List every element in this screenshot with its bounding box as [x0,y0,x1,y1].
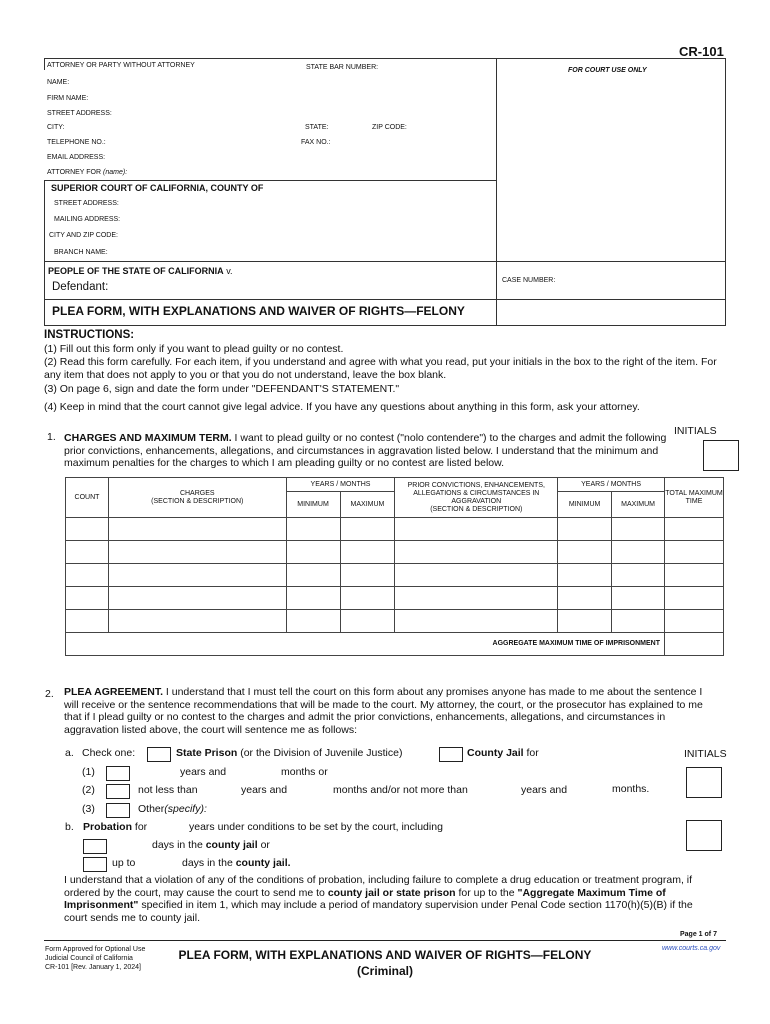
instruction-4: (4) Keep in mind that the court cannot give legal advice. If you have any questions about anything in this form, ask your attorney. [44,401,640,413]
defendant-label: Defendant: [52,281,109,293]
aggregate-value[interactable] [665,633,724,656]
table-row [66,610,724,633]
option-2-years-2: years and [521,784,568,796]
item2b-initials-box[interactable] [686,820,722,851]
instructions-heading: INSTRUCTIONS: [44,329,135,341]
item1-text: CHARGES AND MAXIMUM TERM. I want to plead guilty or no contest ("nolo contendere") to the charges and admit the following prior convictions, enhancements, allegations, and circumstances in aggravation listed below. I understand that the minimum and maximum penalties for the charges to which I am pleading guilty or no contest are listed below. [64,432,667,469]
prior-header: PRIOR CONVICTIONS, ENHANCEMENTS, ALLEGATIONS & CIRCUMSTANCES IN AGGRAVATION (SECTION & DESCRIPTION) [395,478,558,518]
option-1-years: years and [180,766,227,778]
aggregate-label: AGGREGATE MAXIMUM TIME OF IMPRISONMENT [66,633,665,656]
state-bar-label: STATE BAR NUMBER: [306,64,379,71]
footer-title: PLEA FORM, WITH EXPLANATIONS AND WAIVER OF RIGHTS—FELONY [178,948,592,962]
case-number-label: CASE NUMBER: [502,277,556,284]
people-caption: PEOPLE OF THE STATE OF CALIFORNIA v. [48,266,233,276]
option-2-checkbox[interactable] [106,784,130,799]
instruction-3: (3) On page 6, sign and date the form under "DEFENDANT'S STATEMENT." [44,383,400,395]
item2a-initials-box[interactable] [686,767,722,798]
table-row [66,541,724,564]
check-one-label: Check one: [82,747,136,759]
footer-url[interactable]: www.courts.ca.gov [662,945,721,952]
item2b-label: b. [65,821,74,833]
fax-label: FAX NO.: [301,139,331,146]
mailing-label: MAILING ADDRESS: [54,216,121,223]
years-months-header: YEARS / MONTHS [286,478,395,492]
name-label: NAME: [47,79,70,86]
street-label: STREET ADDRESS: [47,110,112,117]
count-header: COUNT [66,478,109,518]
form-id: CR-101 [679,44,724,59]
branch-label: BRANCH NAME: [54,249,108,256]
form-title: PLEA FORM, WITH EXPLANATIONS AND WAIVER OF RIGHTS—FELONY [52,304,465,318]
item1-number: 1. [47,431,56,443]
table-row [66,518,724,541]
months-or-not-more-label: months and/or not more than [333,784,468,796]
item2-text: PLEA AGREEMENT. I understand that I must tell the court on this form about any promises anyone has made to me about the sentence I will receive or the sentence recommendations that will be made to the court. My attorney, the court, or the prosecutor has explained to me that if I plead guilty or no contest to the charges and admit the prior convictions, enhancements, allegations, and circumstances in aggravation listed above, the court will sentence me as follows: [64,686,703,736]
days-in-county-jail: days in the county jail or [152,839,270,851]
option-3-label: (3) [82,803,95,815]
city-label: CITY: [47,124,65,131]
total-header: TOTAL MAXIMUM TIME [665,478,724,518]
instruction-2: (2) Read this form carefully. For each item, if you understand and agree with what you read, put your initials in the box to the right of the item. For any item that does not apply to you or that you do not understand, leave the box blank. [44,356,717,381]
instructions [44,343,726,414]
instruction-1: (1) Fill out this form only if you want to plead guilty or no contest. [44,343,344,355]
option-3-checkbox[interactable] [106,803,130,818]
minimum-header: MINIMUM [286,492,340,518]
table-row [66,564,724,587]
table-row [66,587,724,610]
option-2-label: (2) [82,784,95,796]
up-to-checkbox[interactable] [83,857,107,872]
up-to-days: days in the county jail. [182,857,291,869]
option-1-months: months or [281,766,328,778]
item2a-label: a. [65,747,74,759]
item1-initials-label: INITIALS [674,425,717,437]
option-2-years: years and [241,784,288,796]
probation-text: years under conditions to be set by the court, including [189,821,443,833]
firm-label: FIRM NAME: [47,95,89,102]
not-less-than-label: not less than [138,784,198,796]
item2-initials-label: INITIALS [684,748,727,760]
item2-number: 2. [45,688,54,700]
state-prison-checkbox[interactable] [147,747,171,762]
charges-table [65,477,724,656]
footer-approval: Form Approved for Optional Use Judicial Council of California CR-101 [Rev. January 1, 2024] [45,946,146,971]
probation-violation-text: I understand that a violation of any of the conditions of probation, including failure to complete a drug education or treatment program, if ordered by the court, may cause the court to send me to county jail or state prison for up to the "Aggregate Maximum Time of Imprisonment" specified in item 1, which may include a period of mandatory supervision under Penal Code section 1170(h)(5)(B) if the court sends me to county jail. [64,874,693,924]
option-2-months: months. [612,783,650,795]
maximum-header-2: MAXIMUM [612,492,665,518]
days-jail-checkbox[interactable] [83,839,107,854]
telephone-label: TELEPHONE NO.: [47,139,106,146]
county-jail-option: County Jail for [467,747,539,759]
court-label: SUPERIOR COURT OF CALIFORNIA, COUNTY OF [51,183,264,193]
option-1-label: (1) [82,766,95,778]
attorney-for-label: ATTORNEY FOR (name): [47,169,128,176]
court-use-label: FOR COURT USE ONLY [568,67,647,74]
other-label: Other(specify): [138,803,207,815]
option-1-checkbox[interactable] [106,766,130,781]
state-prison-option: State Prison (or the Division of Juvenile Justice) [176,747,403,759]
attorney-label: ATTORNEY OR PARTY WITHOUT ATTORNEY [47,62,195,69]
years-months-header-2: YEARS / MONTHS [558,478,665,492]
up-to-label: up to [112,857,136,869]
maximum-header: MAXIMUM [340,492,395,518]
charges-header: CHARGES (SECTION & DESCRIPTION) [108,478,286,518]
page-number: Page 1 of 7 [680,931,717,938]
email-label: EMAIL ADDRESS: [47,154,106,161]
zip-label: ZIP CODE: [372,124,407,131]
footer-subtitle: (Criminal) [356,964,413,978]
county-jail-checkbox[interactable] [439,747,463,762]
probation-label: Probation for [83,821,148,833]
minimum-header-2: MINIMUM [558,492,612,518]
state-label: STATE: [305,124,329,131]
city-zip-label: CITY AND ZIP CODE: [49,232,118,239]
court-street-label: STREET ADDRESS: [54,200,119,207]
item1-initials-box[interactable] [703,440,739,471]
